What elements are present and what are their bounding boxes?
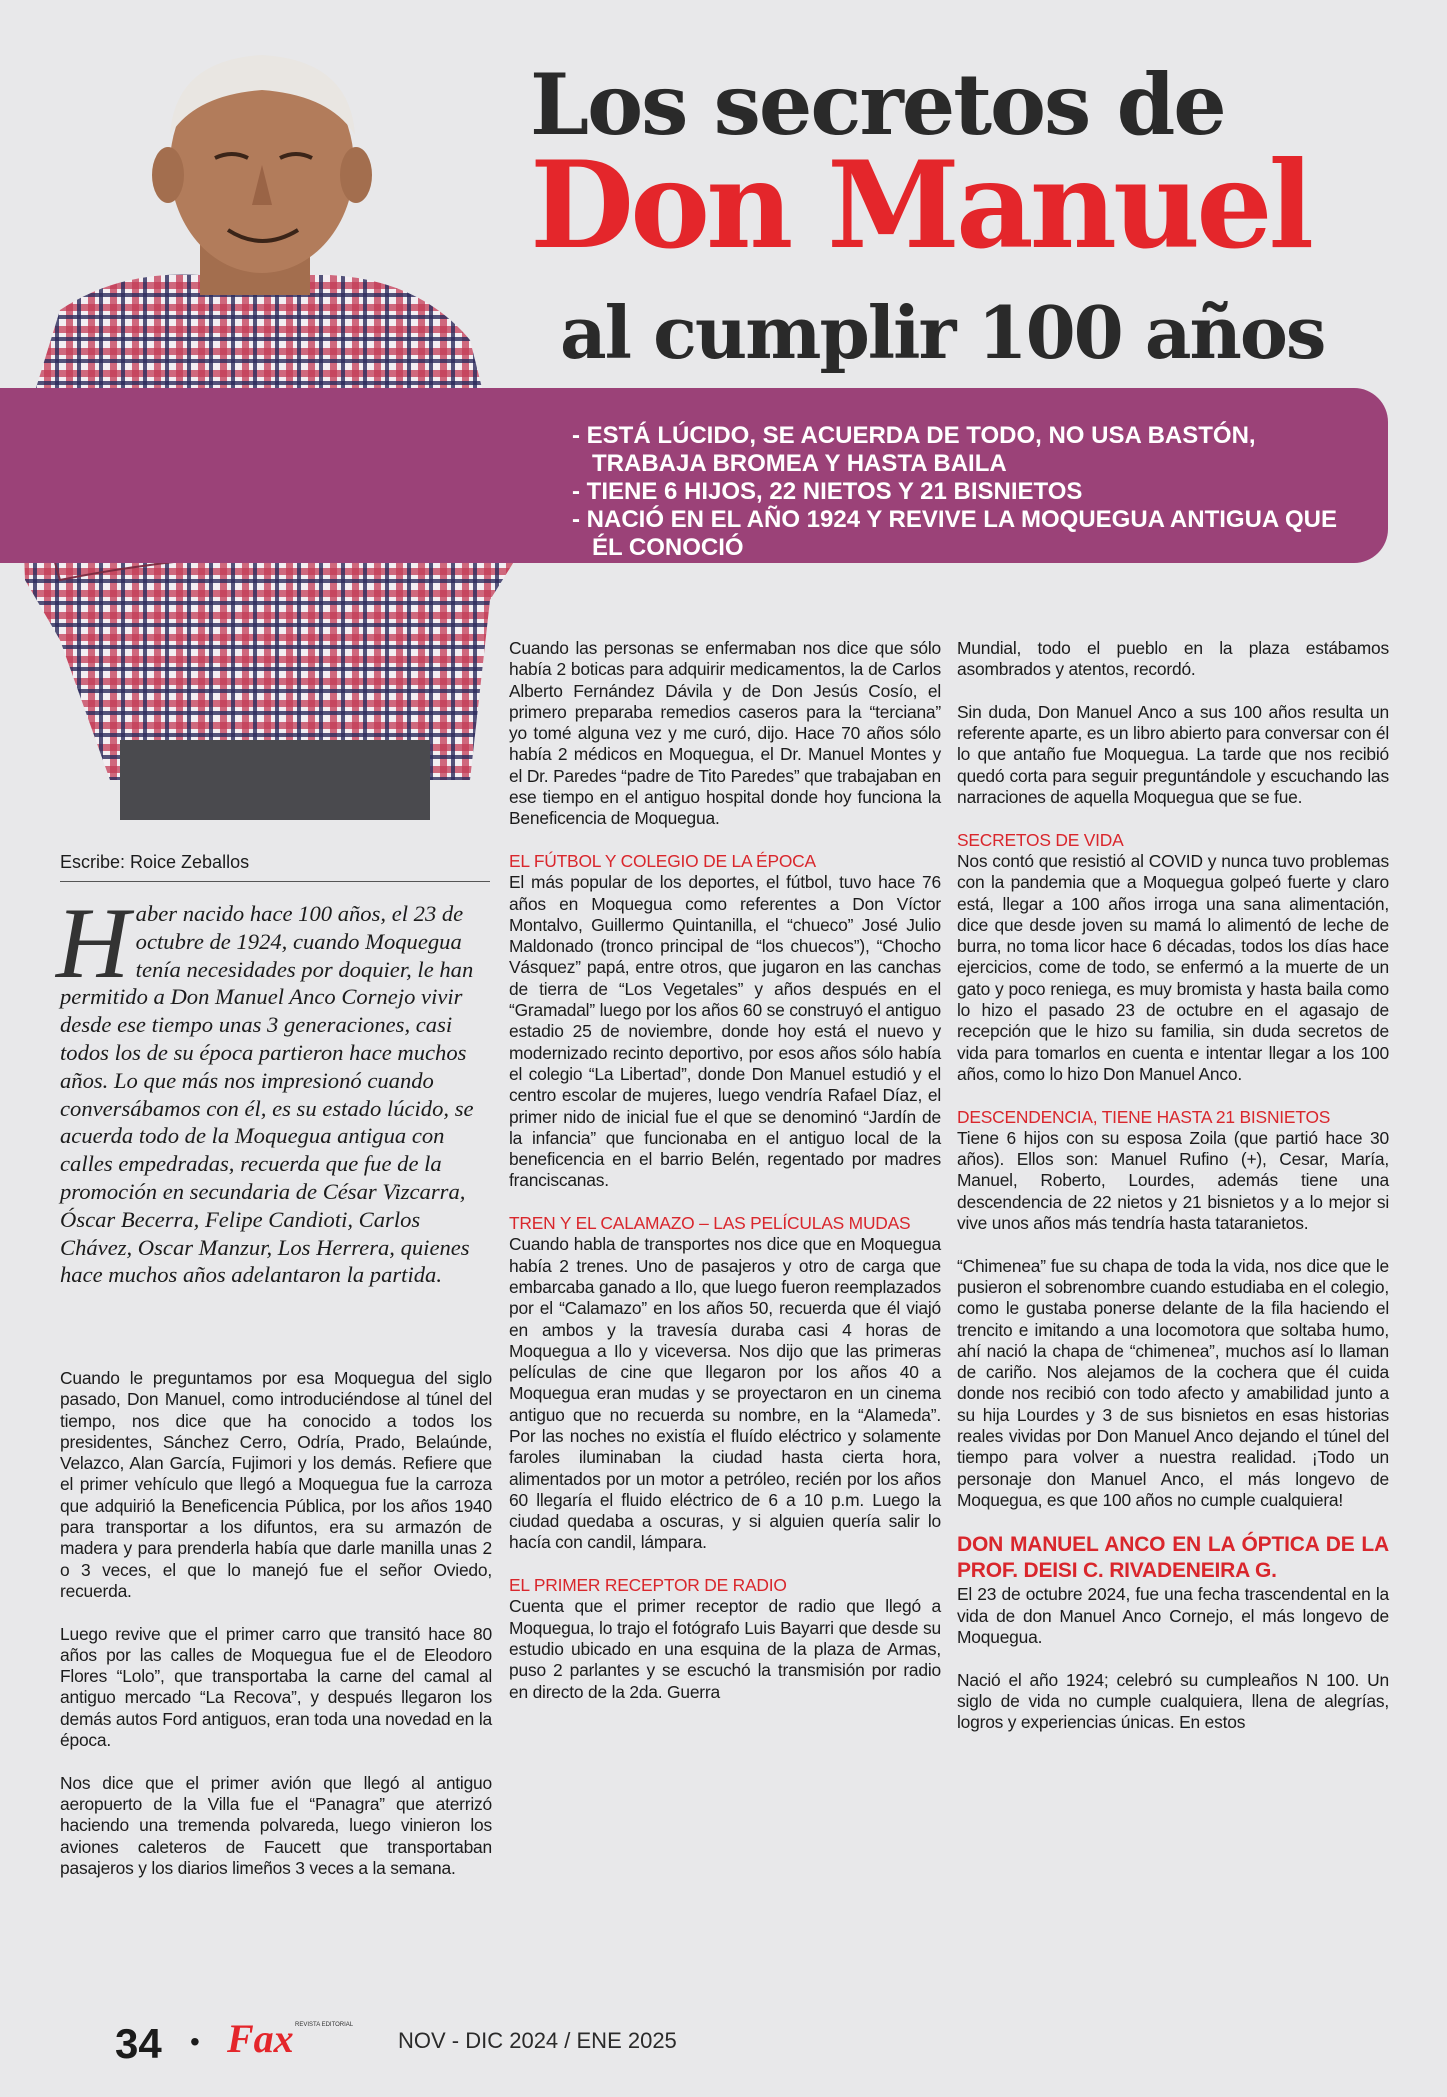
subheading-tren: TREN Y EL CALAMAZO – LAS PELÍCULAS MUDAS xyxy=(509,1213,911,1234)
body-paragraph: El más popular de los deportes, el fútbol, tuvo hace 76 años en Moquegua como referentes a Don Víctor Montalvo, Guillermo Quintanilla, el “chueco” José Julio Maldonado (tronco principal de “los chuecos”), “Chocho Vásquez” papá, entre otros, que jugaron en las canchas de tierra de “Los Vegetales” y años después en el “Gramadal” luego por los años 60 se construyó el antiguo estadio 25 de noviembre, donde hoy está el nuevo y modernizado recinto deportivo, por esos años sólo había el colegio “La Libertad”, donde Don Manuel estudió y el centro escolar de mujeres, luego vendría Rafael Díaz, el primer nido de inicial fue el que se denominó “Jardín de la infancia” que funcionaba en el antiguo local de la beneficencia en el barrio Belén, regentado por madres franciscanas. xyxy=(509,872,941,1191)
body-paragraph: Luego revive que el primer carro que transitó hace 80 años por las calles de Moquegua fue el de Eleodoro Flores “Lolo”, que transportaba la carne del camal al antiguo mercado “La Recova”, y después llegaron los demás autos Ford antiguos, eran toda una novedad en la época. xyxy=(60,1623,492,1751)
lead-text: aber nacido hace 100 años, el 23 de octubre de 1924, cuando Moquegua tenía necesidades por doquier, le han permitido a Don Manuel Anco Cornejo vivir desde ese tiempo unas 3 generaciones, casi todos los de su época partieron hace muchos años. Lo que más nos impresionó cuando conversábamos con él, es su estado lúcido, se acuerda todo de la Moquegua antigua con calles empedradas, recuerda que fue de la promoción en secundaria de César Vizcarra, Óscar Becerra, Felipe Candioti, Carlos Chávez, Oscar Manzur, Los Herrera, quienes hace muchos años adelantaron la partida. xyxy=(60,901,474,1288)
lead-paragraph xyxy=(56,887,490,1289)
body-paragraph: Cuenta que el primer receptor de radio que llegó a Moquegua, lo trajo el fotógrafo Luis Bayarri que desde su estudio ubicado en una esquina de la plaza de Armas, puso 2 parlantes y se escuchó la transmisión por radio en directo de la 2da. Guerra xyxy=(509,1596,941,1702)
headline-name: Don Manuel xyxy=(530,135,1311,276)
fax-logo xyxy=(225,2012,354,2062)
byline: Escribe: Roice Zeballos xyxy=(60,852,490,882)
logo-text: Fax xyxy=(227,2016,294,2061)
subheading-secretos: SECRETOS DE VIDA xyxy=(957,829,1124,850)
body-paragraph: Mundial, todo el pueblo en la plaza estábamos asombrados y atentos, recordó. xyxy=(957,638,1389,680)
body-paragraph: Cuando le preguntamos por esa Moquegua del siglo pasado, Don Manuel, como introduciéndose al túnel del tiempo, nos dice que ha conocido a todos los presidentes, Sánchez Cerro, Odría, Prado, Belaúnde, Velazco, Alan García, Fujimori y los demás. Refiere que el primer vehículo que llegó a Moquegua fue la carroza que adquirió la Beneficencia Pública, por los años 1940 para transportar a los difuntos, era su armazón de madera y para prenderla había que darle manilla unas 2 o 3 veces, el que lo manejó fue el señor Oviedo, recuerda. xyxy=(60,1368,492,1601)
body-paragraph: Cuando habla de transportes nos dice que en Moquegua había 2 trenes. Uno de pasajeros y otro de carga que embarcaba ganado a Ilo, que luego fueron reemplazados por el “Calamazo” en los años 50, recuerda que él viajó en ambos y la travesía duraba casi 4 horas de Moquegua a Ilo y viceversa. Nos dijo que las primeras películas de cine que llegaron por los años 40 a Moquegua eran mudas y se proyectaron en un cinema antiguo que no recuerda su nombre, en la “Alameda”. Por las noches no existía el fluído eléctrico y solamente faroles iluminaban la ciudad hasta cierta hora, alimentados por un motor a petróleo, recién por los años 60 llegaría el fluido eléctrico de 6 a 10 p.m. Luego la ciudad quedaba a oscuras, y si alguien quería salir lo hacía con candil, lámpara. xyxy=(509,1234,941,1553)
drop-cap: H xyxy=(56,887,130,1000)
body-paragraph: “Chimenea” fue su chapa de toda la vida, nos dice que le pusieron el sobrenombre cuando estudiaba en el colegio, como le gustaba ponerse delante de la fila haciendo el trencito e imitando a una locomotora que soltaba humo, ahí nació la chapa de “chimenea”, muchos así lo llaman de cariño. Nos alejamos de la cochera que él cuida donde nos recibió con todo afecto y amabilidad junto a su hija Lourdes y 3 de sus bisnietos en esas historias reales vividas por Don Manuel Anco dejando el túnel del tiempo para volver a nuestra realidad. ¡Todo un personaje don Manuel Anco, el más longevo de Moquegua, es que 100 años no cumple cualquiera! xyxy=(957,1255,1389,1510)
separator-bullet: • xyxy=(190,2026,200,2057)
page-number: 34 xyxy=(115,2020,162,2067)
headline-line-3: al cumplir 100 años xyxy=(560,290,1325,375)
column-1 xyxy=(60,1368,492,1900)
body-paragraph: Nos dice que el primer avión que llegó al antiguo aeropuerto de la Villa fue el “Panagra” que aterrizó haciendo una tremenda polvareda, luego vinieron los aviones caleteros de Faucett que transportaban pasajeros y los diarios limeños 3 veces a la semana. xyxy=(60,1772,492,1878)
subheading-descendencia: DESCENDENCIA, TIENE HASTA 21 BISNIETOS xyxy=(957,1106,1331,1127)
edition-date: NOV - DIC 2024 / ENE 2025 xyxy=(398,2028,677,2053)
highlight-item: - NACIÓ EN EL AÑO 1924 Y REVIVE LA MOQUEGUA ANTIGUA QUE ÉL CONOCIÓ xyxy=(572,506,1338,561)
subheading-futbol: EL FÚTBOL Y COLEGIO DE LA ÉPOCA xyxy=(509,850,816,871)
body-paragraph: El 23 de octubre 2024, fue una fecha trascendental en la vida de don Manuel Anco Cornejo, el más longevo de Moquegua. xyxy=(957,1584,1389,1648)
body-paragraph: Cuando las personas se enfermaban nos dice que sólo había 2 boticas para adquirir medicamentos, la de Carlos Alberto Fernández Dávila y de Don Jesús Cosío, el primero preparaba remedios caseros para la “terciana” yo tomé alguna vez y me curó, dijo. Hace 70 años sólo había 2 médicos en Moquegua, el Dr. Manuel Montes y el Dr. Paredes “padre de Tito Paredes” que trabajaban en ese tiempo en el antiguo hospital donde hoy funciona la Beneficencia de Moquegua. xyxy=(509,638,941,829)
highlight-item: - ESTÁ LÚCIDO, SE ACUERDA DE TODO, NO USA BASTÓN, TRABAJA BROMEA Y HASTA BAILA xyxy=(572,422,1256,477)
highlights-list xyxy=(572,422,1372,562)
column-3 xyxy=(957,638,1389,1755)
body-paragraph: Nació el año 1924; celebró su cumpleaños N 100. Un siglo de vida no cumple cualquiera, llena de alegrías, logros y experiencias únicas. En estos xyxy=(957,1669,1389,1733)
body-paragraph: Sin duda, Don Manuel Anco a sus 100 años resulta un referente aparte, es un libro abierto para conversar con él lo que antaño fue Moquegua. La tarde que nos recibió quedó corta para seguir preguntándole y escuchando las narraciones de aquella Moquegua que se fue. xyxy=(957,701,1389,808)
subheading-radio: EL PRIMER RECEPTOR DE RADIO xyxy=(509,1575,787,1596)
subheading-optica: DON MANUEL ANCO EN LA ÓPTICA DE LA PROF. DEISI C. RIVADENEIRA G. xyxy=(957,1533,1389,1583)
headline-line-1: Los secretos de xyxy=(530,55,1225,154)
logo-small-text: REVISTA EDITORIAL xyxy=(295,2022,354,2028)
body-paragraph: Nos contó que resistió al COVID y nunca tuvo problemas con la pandemia que a Moquegua golpeó fuerte y claro está, llegar a 100 años irroga una sana alimentación, dice que desde joven su mamá lo alimentó de leche de burra, no toma licor hace 6 décadas, todos los días hace ejercicios, come de todo, se enfermó a la muerte de un gato y poco reniega, es muy bromista y hasta baila como lo hizo el pasado 23 de octubre en el agasajo de recepción que le hizo su familia, sin duda secretos de vida para tomarlos en cuenta e intentar llegar a los 100 años, como lo hizo Don Manuel Anco. xyxy=(957,850,1389,1084)
highlight-item: - TIENE 6 HIJOS, 22 NIETOS Y 21 BISNIETOS xyxy=(572,478,1083,505)
body-paragraph: Tiene 6 hijos con su esposa Zoila (que partió hace 30 años). Ellos son: Manuel Rufino (+), Cesar, María, Manuel, Roberto, Lourdes, además tiene una descendencia de 22 nietos y 21 bisnietos y a lo mejor si vive unos años más tendría hasta tataranietos. xyxy=(957,1127,1389,1234)
column-2 xyxy=(509,638,941,1724)
highlights-band xyxy=(0,388,1388,563)
